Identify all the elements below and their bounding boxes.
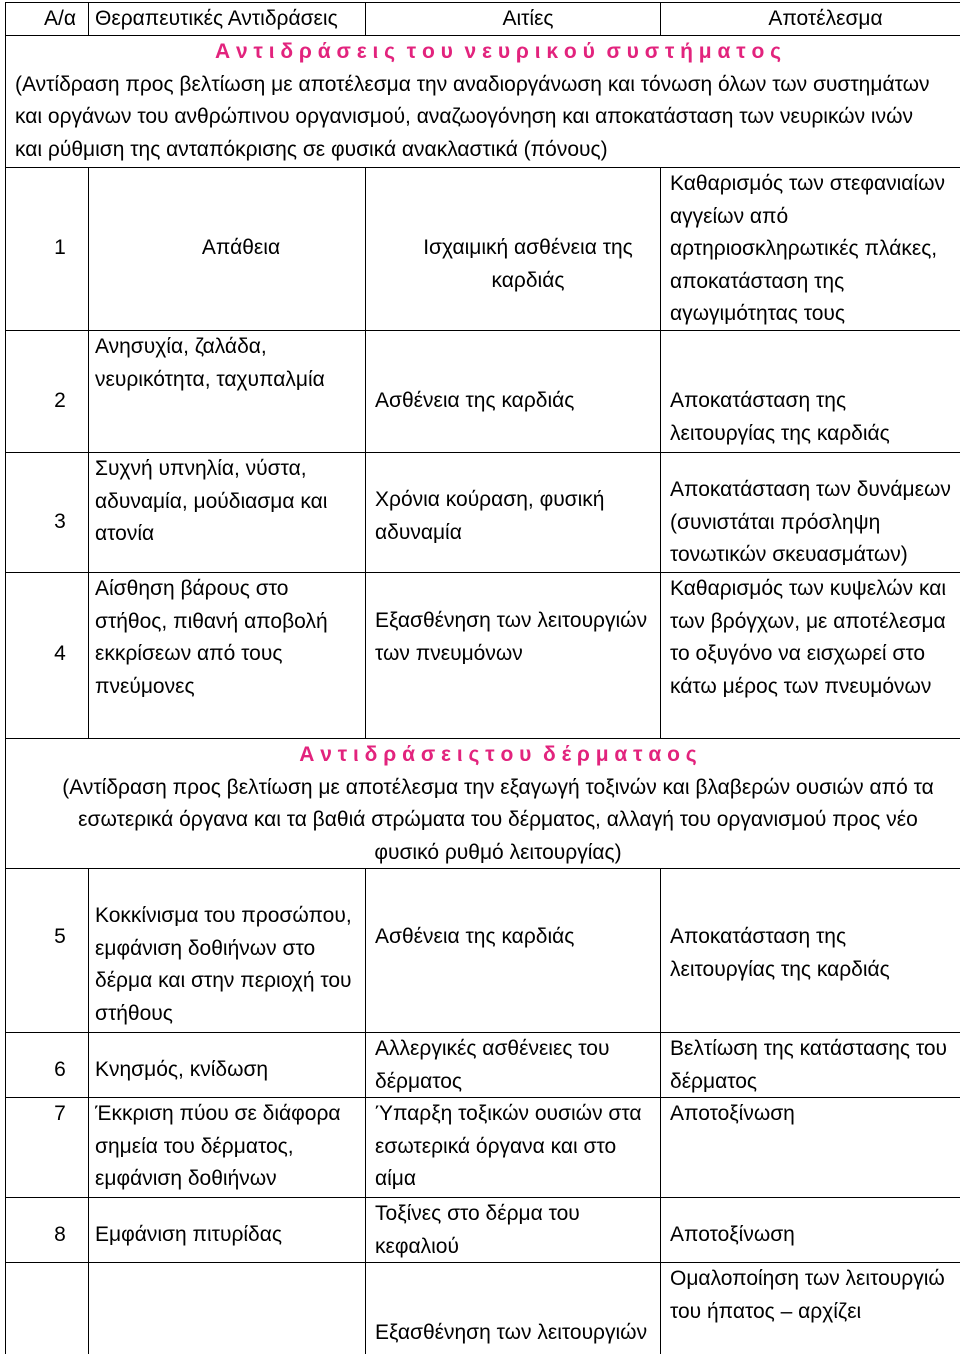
number-cell xyxy=(6,1033,88,1097)
number-cell xyxy=(6,573,88,738)
result-cell xyxy=(660,331,960,452)
table-row xyxy=(6,1198,960,1263)
section-description-line: (Αντίδραση προς βελτίωση με αποτέλεσμα την εξαγωγή τοξινών και βλαβερών ουσιών από τα xyxy=(62,775,934,799)
section-description-line: φυσικό ρυθμό λειτουργίας) xyxy=(374,840,622,864)
result-line: Αποκατάσταση της xyxy=(670,925,847,948)
result-line: (συνιστάται πρόσληψη xyxy=(670,510,881,534)
result-line: αγωγιμότητας τους xyxy=(670,302,846,325)
section-description-line: (Αντίδραση προς βελτίωση με αποτέλεσμα την αναδιοργάνωση και τόνωση όλων των συστημάτων xyxy=(15,72,930,96)
cause-cell xyxy=(365,331,660,452)
cause-cell xyxy=(365,453,660,572)
result-line: το οξυγόνο να εισχωρεί στο xyxy=(670,642,926,665)
cause-line: κεφαλιού xyxy=(375,1234,459,1258)
reaction-line: εκκρίσεων από τους xyxy=(95,642,283,665)
result-line: Καθαρισμός των κυψελών και xyxy=(670,577,947,600)
result-cell xyxy=(660,453,960,572)
table-row xyxy=(6,573,960,739)
reaction-cell xyxy=(88,1198,365,1262)
cause-line: των πνευμόνων xyxy=(375,641,523,665)
cause-line: Εξασθένηση των λειτουργιών xyxy=(375,609,648,632)
result-cell xyxy=(660,1098,960,1197)
result-line: αποκατάσταση της xyxy=(670,269,845,293)
result-line: Καθαρισμός των στεφανιαίων xyxy=(670,172,945,195)
row-number: 1 xyxy=(54,236,66,259)
result-line: αγγείων από xyxy=(670,204,789,228)
result-cell xyxy=(660,1033,960,1097)
number-cell xyxy=(6,168,88,330)
reaction-cell xyxy=(88,1263,365,1354)
result-line: δέρματος xyxy=(670,1069,758,1093)
number-cell xyxy=(6,1098,88,1197)
reaction-line: στήθος, πιθανή αποβολή xyxy=(95,609,328,633)
table-row xyxy=(6,1263,960,1354)
number-cell xyxy=(6,331,88,452)
reaction-line: Συχνή υπνηλία, νύστα, xyxy=(95,457,307,480)
reaction-line: στήθους xyxy=(95,1001,173,1025)
reaction-line: Αίσθηση βάρους στο xyxy=(95,577,289,600)
cause-line: Τοξίνες στο δέρμα του xyxy=(375,1202,580,1225)
cause-cell xyxy=(365,869,660,1032)
result-line: τονωτικών σκευασμάτων) xyxy=(670,543,908,566)
cause-cell xyxy=(365,168,660,330)
cause-line: Χρόνια κούραση, φυσική xyxy=(375,488,605,511)
section-description-line: εσωτερικά όργανα και τα βαθιά στρώματα του δέρματος, αλλαγή του οργανισμού προς νέο xyxy=(78,808,918,831)
reaction-line: πνεύμονες xyxy=(95,674,195,698)
cause-cell xyxy=(365,1033,660,1097)
row-number: 7 xyxy=(54,1102,66,1125)
result-line: κάτω μέρος των πνευμόνων xyxy=(670,674,932,698)
header-number-label: Α/α xyxy=(44,7,76,30)
result-cell xyxy=(660,869,960,1032)
section-header-skin xyxy=(6,739,960,869)
section-header-cell xyxy=(6,739,960,868)
cause-line: Ισχαιμική ασθένεια της xyxy=(423,236,633,259)
cause-line: εσωτερικά όργανα και στο xyxy=(375,1134,617,1158)
result-line: λειτουργίας της καρδιάς xyxy=(670,421,890,445)
section-title: Α ν τ ι δ ρ ά σ ε ι ς τ ο υ δ έ ρ μ α τ α ο ς xyxy=(299,743,697,766)
table-row xyxy=(6,453,960,573)
reaction-line: εμφάνιση δοθιήνων xyxy=(95,1167,277,1190)
reaction-cell xyxy=(88,1033,365,1097)
reaction-line: Έκκριση πύου σε διάφορα xyxy=(95,1102,341,1125)
cause-line: Ασθένεια της καρδιάς xyxy=(375,925,575,948)
cause-line: Ασθένεια της καρδιάς xyxy=(375,389,575,412)
reaction-line: αδυναμία, μούδιασμα και xyxy=(95,489,328,513)
section-title: Α ν τ ι δ ρ ά σ ε ι ς τ ο υ ν ε υ ρ ι κ ο ύ σ υ σ τ ή μ α τ ο ς xyxy=(214,40,782,63)
section-header-nervous-system xyxy=(6,36,960,168)
cause-line: δέρματος xyxy=(375,1069,463,1093)
cause-cell xyxy=(365,1198,660,1262)
result-line: Αποτοξίνωση xyxy=(670,1102,795,1125)
header-causes-label: Αιτίες xyxy=(365,3,660,35)
row-number: 6 xyxy=(54,1058,66,1081)
header-reactions-label: Θεραπευτικές Αντιδράσεις xyxy=(88,3,365,35)
cause-cell xyxy=(365,1263,660,1354)
result-line: Αποκατάσταση της xyxy=(670,389,847,412)
reaction-line: σημεία του δέρματος, xyxy=(95,1134,294,1158)
reaction-line: εμφάνιση δοθιήνων στο xyxy=(95,936,316,960)
reaction-line: Ανησυχία, ζαλάδα, xyxy=(95,335,267,358)
result-line: των βρόγχων, με αποτέλεσμα xyxy=(670,609,946,633)
row-number: 5 xyxy=(54,925,66,948)
row-number: 8 xyxy=(54,1223,66,1246)
result-line: Βελτίωση της κατάστασης του xyxy=(670,1037,948,1060)
cause-line: καρδιάς xyxy=(491,268,565,292)
number-cell xyxy=(6,869,88,1032)
number-cell xyxy=(6,1198,88,1262)
reaction-line: Κοκκίνισμα του προσώπου, xyxy=(95,904,352,927)
reaction-cell xyxy=(88,573,365,738)
row-number: 3 xyxy=(54,510,66,533)
reaction-line: ατονία xyxy=(95,522,155,545)
cause-cell xyxy=(365,1098,660,1197)
result-cell xyxy=(660,1263,960,1354)
cause-line: Ύπαρξη τοξικών ουσιών στα xyxy=(375,1102,642,1125)
cause-line: αδυναμία xyxy=(375,520,462,544)
reaction-line: Εμφάνιση πιτυρίδας xyxy=(95,1223,283,1246)
result-line: Αποκατάσταση των δυνάμεων xyxy=(670,478,951,501)
cause-line: Αλλεργικές ασθένειες του xyxy=(375,1037,610,1060)
section-description-line: και οργάνων του ανθρώπινου οργανισμού, αναζωογόνηση και αποκατάσταση των νευρικών ινών xyxy=(15,105,913,128)
result-cell xyxy=(660,573,960,738)
cause-line: αίμα xyxy=(375,1167,417,1190)
section-description-line: και ρύθμιση της ανταπόκρισης σε φυσικά ανακλαστικά (πόνους) xyxy=(15,137,608,161)
reaction-cell xyxy=(88,331,365,452)
result-line: λειτουργίας της καρδιάς xyxy=(670,957,890,981)
result-line: αρτηριοσκληρωτικές πλάκες, xyxy=(670,237,938,260)
reaction-line: Απάθεια xyxy=(201,236,281,259)
table-header-row xyxy=(6,3,960,36)
result-line: του ήπατος – αρχίζει xyxy=(670,1299,862,1323)
number-cell xyxy=(6,1263,88,1354)
reaction-cell xyxy=(88,453,365,572)
result-line: Αποτοξίνωση xyxy=(670,1223,795,1246)
result-line: Ομαλοποίηση των λειτουργιώ xyxy=(670,1267,945,1290)
result-cell xyxy=(660,1198,960,1262)
number-cell xyxy=(6,453,88,572)
row-number: 4 xyxy=(54,642,66,665)
cause-cell xyxy=(365,573,660,738)
section-header-cell xyxy=(6,36,960,167)
cause-line: Εξασθένηση των λειτουργιών xyxy=(375,1321,648,1344)
table-row xyxy=(6,1098,960,1198)
row-number: 2 xyxy=(54,389,66,412)
reaction-cell xyxy=(88,869,365,1032)
result-cell xyxy=(660,168,960,330)
reaction-line: δέρμα και στην περιοχή του xyxy=(95,969,352,992)
table-row xyxy=(6,331,960,453)
reaction-line: Κνησμός, κνίδωση xyxy=(95,1058,269,1081)
table-row xyxy=(6,168,960,331)
reaction-line: νευρικότητα, ταχυπαλμία xyxy=(95,367,325,391)
reaction-cell xyxy=(88,1098,365,1197)
reaction-cell xyxy=(88,168,365,330)
table-row xyxy=(6,1033,960,1098)
table-row xyxy=(6,869,960,1033)
header-result-label: Αποτέλεσμα xyxy=(660,3,960,35)
reactions-table xyxy=(5,2,960,1354)
